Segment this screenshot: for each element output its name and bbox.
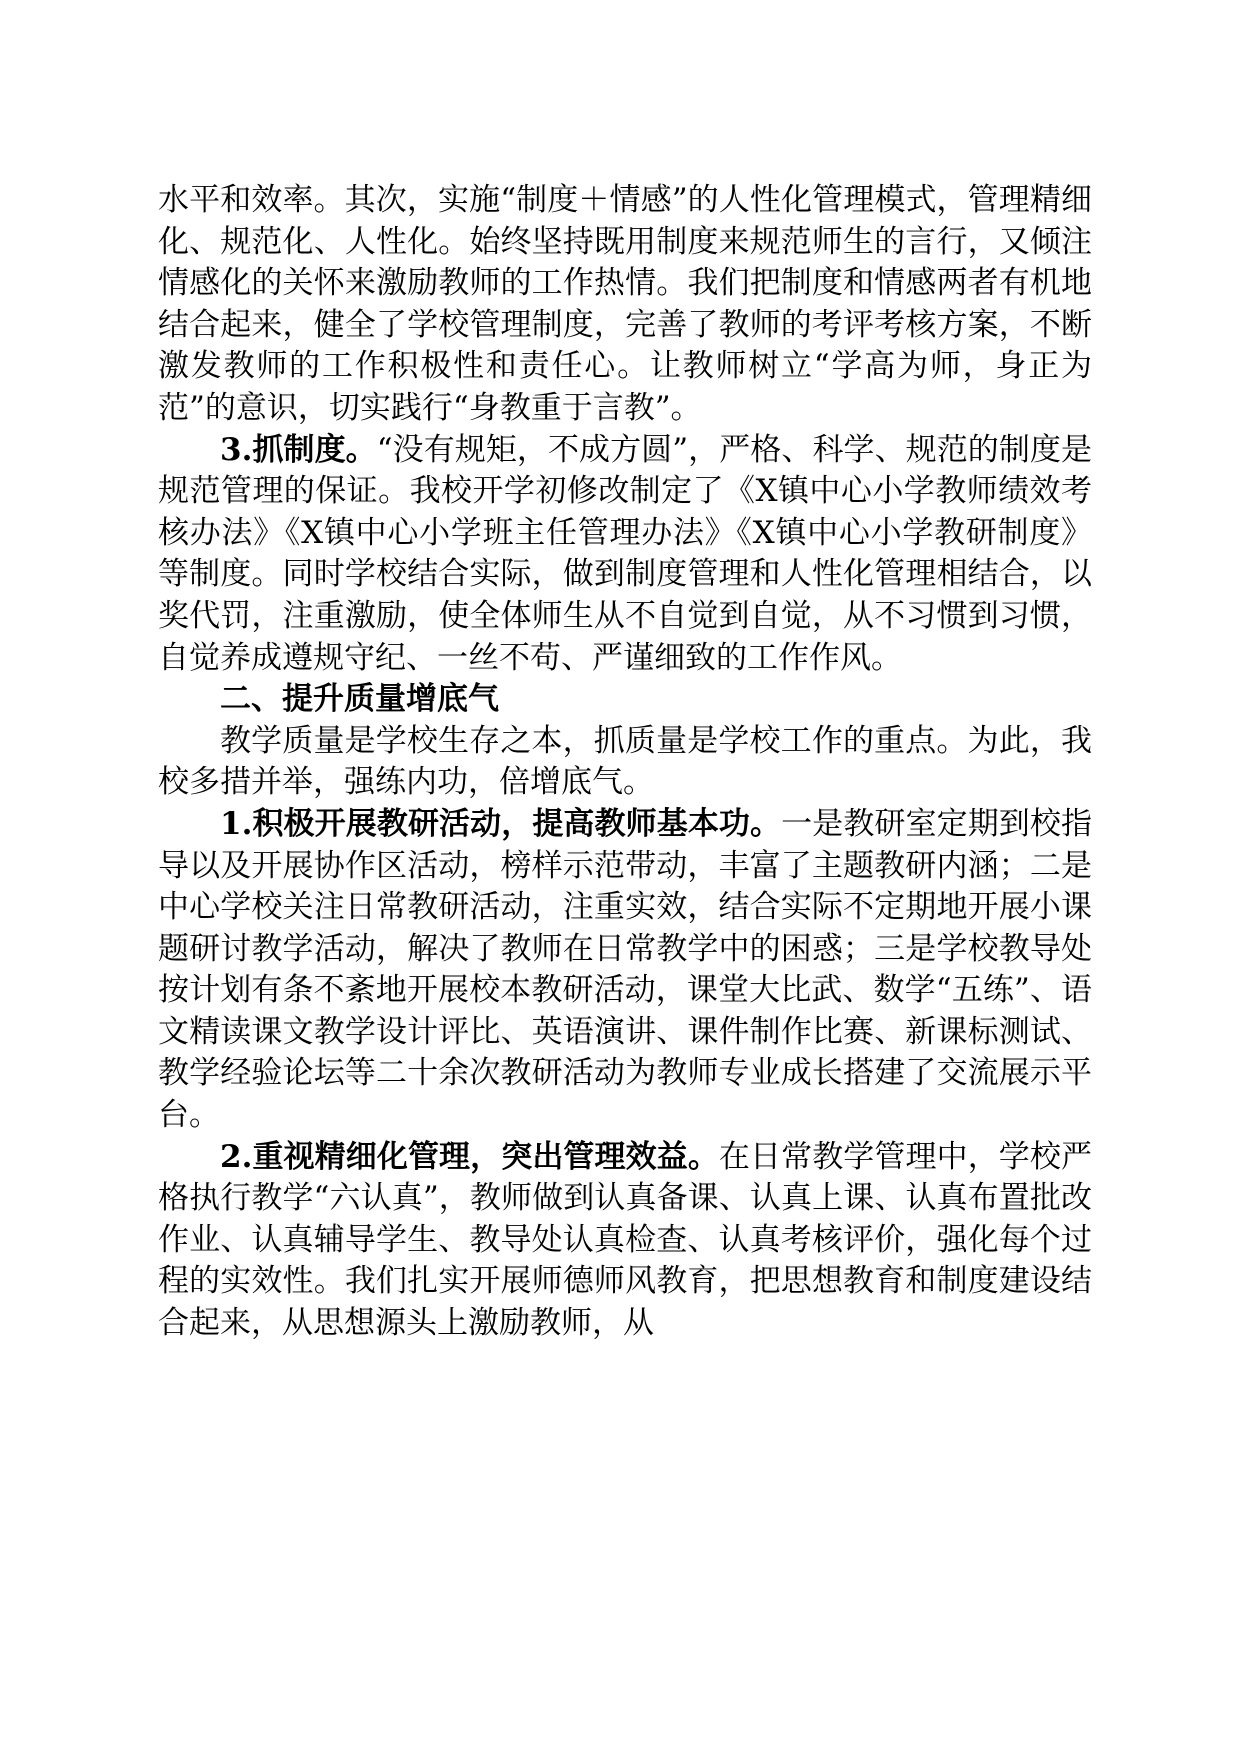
paragraph-lead: 3.抓制度。 bbox=[220, 431, 377, 468]
paragraph-management-mode bbox=[158, 180, 1092, 430]
paragraph-quality-intro bbox=[158, 721, 1092, 804]
paragraph-lead: 2.重视精细化管理，突出管理效益。 bbox=[220, 1138, 719, 1175]
paragraph-text: 一是教研室定期到校指导以及开展协作区活动，榜样示范带动，丰富了主题教研内涵；二是中心学校关注日常教研活动，注重实效，结合实际不定期地开展小课题研讨教学活动，解决了教师在日常教学中的困惑；三是学校教导处按计划有条不紊地开展校本教研活动，课堂大比武、数学“五练”、语文精读课文教学设计评比、英语演讲、课件制作比赛、新课标测试、教学经验论坛等二十余次教研活动为教师专业成长搭建了交流展示平台。 bbox=[158, 805, 1092, 1134]
paragraph-lead: 1.积极开展教研活动，提高教师基本功。 bbox=[220, 805, 782, 842]
paragraph-text: 在日常教学管理中，学校严格执行教学“六认真”，教师做到认真备课、认真上课、认真布置批改作业、认真辅导学生、教导处认真检查、认真考核评价，强化每个过程的实效性。我们扎实开展师德师风教育，把思想教育和制度建设结合起来，从思想源头上激励教师，从 bbox=[158, 1138, 1092, 1342]
paragraph-system bbox=[158, 430, 1092, 680]
paragraph-text: 教学质量是学校生存之本，抓质量是学校工作的重点。为此，我校多措并举，强练内功，倍增底气。 bbox=[158, 722, 1092, 801]
paragraph-fine-management bbox=[158, 1137, 1092, 1345]
paragraph-teaching-research bbox=[158, 804, 1092, 1137]
document-body bbox=[158, 180, 1092, 1345]
paragraph-text: 水平和效率。其次，实施“制度＋情感”的人性化管理模式，管理精细化、规范化、人性化。始终坚持既用制度来规范师生的言行，又倾注情感化的关怀来激励教师的工作热情。我们把制度和情感两者有机地结合起来，健全了学校管理制度，完善了教师的考评考核方案，不断激发教师的工作积极性和责任心。让教师树立“学高为师，身正为范”的意识，切实践行“身教重于言教”。 bbox=[158, 182, 1092, 426]
section-heading: 二、提升质量增底气 bbox=[220, 681, 499, 718]
paragraph-text: “没有规矩，不成方圆”，严格、科学、规范的制度是规范管理的保证。我校开学初修改制定了《X镇中心小学教师绩效考核办法》《X镇中心小学班主任管理办法》《X镇中心小学教研制度》等制度。同时学校结合实际，做到制度管理和人性化管理相结合，以奖代罚，注重激励，使全体师生从不自觉到自觉，从不习惯到习惯，自觉养成遵规守纪、一丝不苟、严谨细致的工作作风。 bbox=[158, 431, 1092, 676]
